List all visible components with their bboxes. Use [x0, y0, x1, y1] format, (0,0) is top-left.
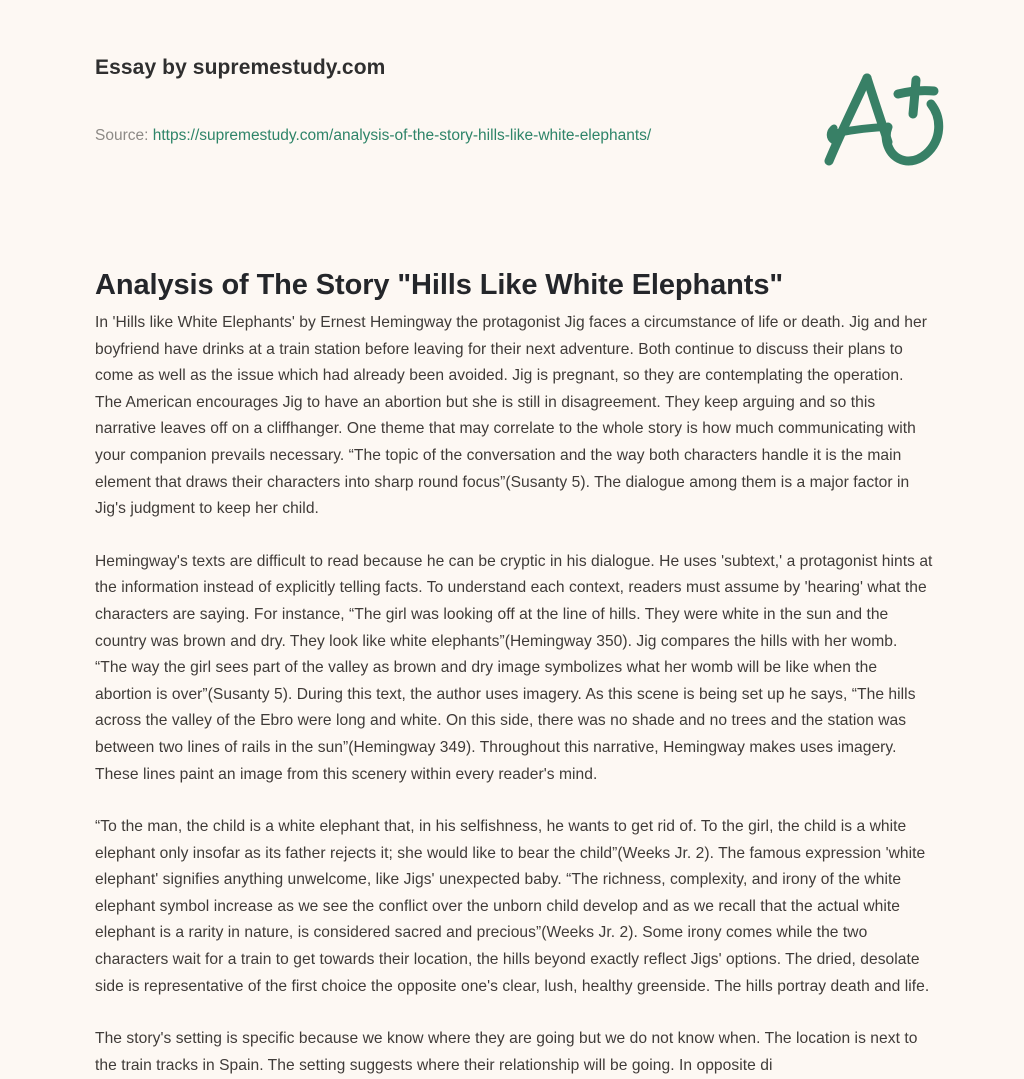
page-title: Analysis of The Story "Hills Like White Elephants"	[95, 269, 784, 302]
source-url-link[interactable]: https://supremestudy.com/analysis-of-the-story-hills-like-white-elephants/	[152, 127, 652, 144]
essay-byline: Essay by supremestudy.com	[95, 56, 386, 79]
article-body	[95, 310, 933, 1079]
page-header	[0, 0, 1024, 200]
source-label: Source:	[95, 127, 149, 144]
source-line	[95, 126, 651, 146]
article-paragraph: The story's setting is specific because we know where they are going but we do not know when. The location is next to the train tracks in Spain. The setting suggests where their relationship will be going. In opposite di	[95, 1030, 918, 1074]
article-paragraph: Hemingway's texts are difficult to read because he can be cryptic in his dialogue. He uses 'subtext,' a protagonist hints at the information instead of explicitly telling facts. To understand each context, readers must assume by 'hearing' what the characters are saying. For instance, “The girl was looking off at the line of hills. They were white in the sun and the country was brown and dry. They look like white elephants”(Hemingway 350). Jig compares the hills with her womb. “The way the girl sees part of the valley as brown and dry image symbolizes what her womb will be like when the abortion is over”(Susanty 5). During this text, the author uses imagery. As this scene is being set up he says, “The hills across the valley of the Ebro were long and white. On this side, there was no shade and no trees and the station was between two lines of rails in the sun”(Hemingway 349). Throughout this narrative, Hemingway makes uses imagery. These lines paint an image from this scenery within every reader's mind.	[95, 552, 933, 783]
article-paragraph: “To the man, the child is a white elephant that, in his selfishness, he wants to get rid of. To the girl, the child is a white elephant only insofar as its father rejects it; she would like to bear the child”(Weeks Jr. 2). The famous expression 'white elephant' signifies anything unwelcome, like Jigs' unexpected baby. “The richness, complexity, and irony of the white elephant symbol increase as we see the conflict over the unborn child develop and as we recall that the actual white elephant is a rarity in nature, is considered sacred and precious”(Weeks Jr. 2). Some irony comes while the two characters wait for a train to get towards their location, the hills beyond exactly reflect Jigs' options. The dried, desolate side is representative of the first choice the opposite one's clear, lush, healthy greenside. The hills portray death and life.	[95, 818, 930, 995]
a-plus-logo-icon	[812, 62, 960, 174]
article-paragraph: In 'Hills like White Elephants' by Ernest Hemingway the protagonist Jig faces a circumstance of life or death. Jig and her boyfriend have drinks at a train station before leaving for their next adventure. Both continue to discuss their plans to come as well as the issue which had already been avoided. Jig is pregnant, so they are contemplating the operation. The American encourages Jig to have an abortion but she is still in disagreement. They keep arguing and so this narrative leaves off on a cliffhanger. One theme that may correlate to the whole story is how much communicating with your companion prevails necessary. “The topic of the conversation and the way both characters handle it is the main element that draws their characters into sharp round focus”(Susanty 5). The dialogue among them is a major factor in Jig's judgment to keep her child.	[95, 314, 927, 518]
site-logo[interactable]	[812, 62, 960, 174]
